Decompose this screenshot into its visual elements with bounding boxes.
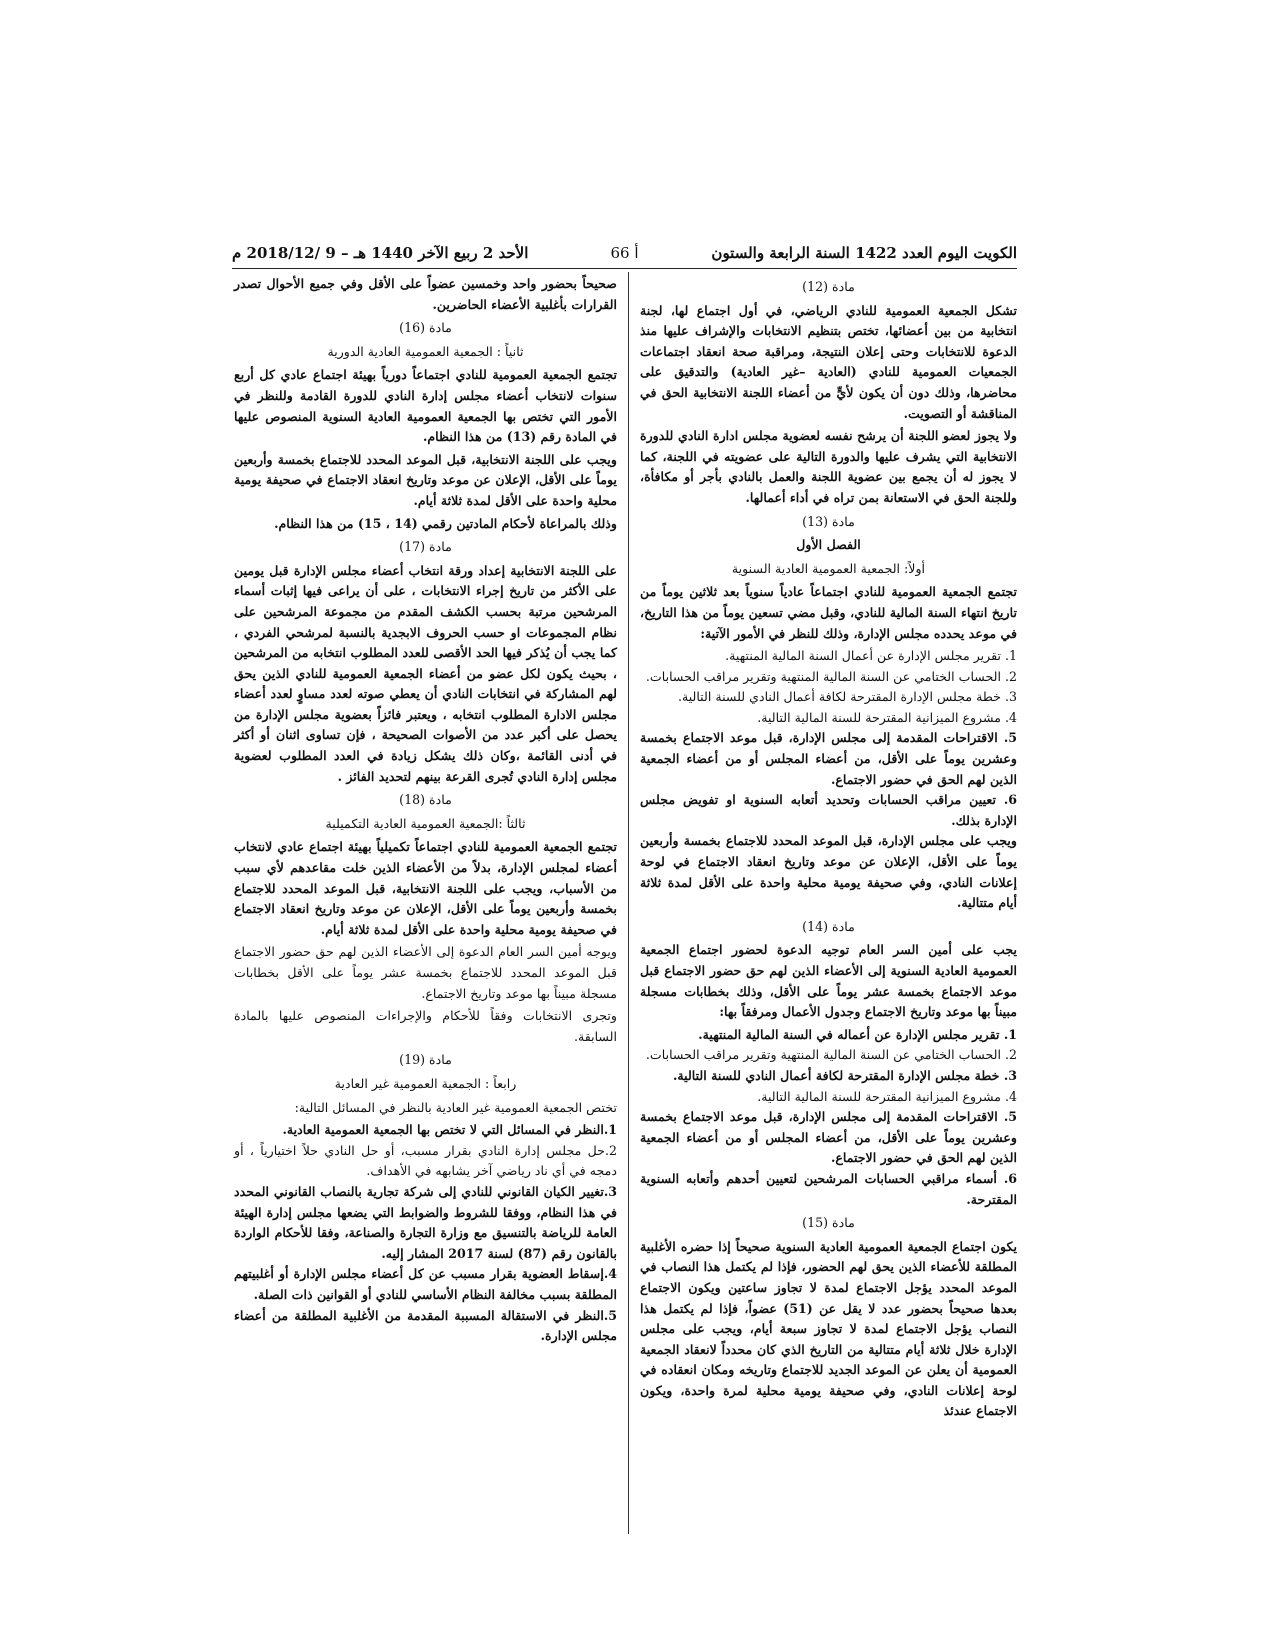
article-12-title: مادة (12): [802, 279, 855, 294]
article-12-paragraph-2: ولا يجوز لعضو اللجنة أن يرشح نفسه لعضوية مجلس ادارة النادي للدورة الانتخابية التي يشرف عليها والدورة التالية على عضويته في اللجنة، كما لا يجوز له أن يجمع بين عضوية اللجنة والعمل بالنادي بأجر أو مكافأة، وللجنة الحق في الاستعانة بمن تراه في أداء أعمالها.: [640, 428, 1017, 505]
article-16-title: مادة (16): [399, 320, 452, 336]
article-17-title: مادة (17): [399, 539, 452, 555]
article-17-paragraph-1: على اللجنة الانتخابية إعداد ورقة انتخاب أعضاء مجلس الإدارة قبل يومين على الأكثر من تاريخ إجراء الانتخابات ، على أن يراعى فيها إثبات أسماء المرشحين مرتبة بحسب الكشف المقدم من مجموعة المرشحين على نظام المجموعات او حسب الحروف الابجدية بالنسبة لمرشحي الفردي ، كما يجب أن يُذكر فيها الحد الأقصى للعدد المطلوب انتخابه من المرشحين ، بحيث يكون لكل عضو من أعضاء الجمعية العمومية للنادي الذين يحق لهم المشاركة في انتخابات النادي أن يعطي صوته لعدد مساوٍ لعدد أعضاء مجلس الادارة المطلوب انتخابه ، ويعتبر فائزاً بعضوية مجلس الإدارة من يحصل على أكبر عدد من الأصوات الصحيحة ، فإن تساوى اثنان أو أكثر في أدنى القائمة ،وكان ذلك يشكل زيادة في العدد المطلوب لعضوية مجلس إدارة النادي تُجرى القرعة بينهم لتحديد الفائز .: [234, 562, 617, 784]
article-19-item: 4.إسقاط العضوية بقرار مسبب عن كل أعضاء مجلس الإدارة أو أغلبيتهم المطلقة بسبب مخالفة النظام الأساسي للنادي أو القوانين ذات الصلة.: [234, 1266, 617, 1302]
article-18-paragraph-2: ويوجه أمين السر العام الدعوة إلى الأعضاء الذين لهم حق حضور الاجتماع قبل الموعد المحدد للاجتماع بخمسة عشر يوماً على الأقل بخطابات مسجلة مبيناً بها موعد وتاريخ الاجتماع.: [234, 944, 617, 1001]
article-19-paragraph-1: تختص الجمعية العمومية غير العادية بالنظر في المسائل التالية:: [294, 1099, 617, 1115]
article-13-item: 5. الاقتراحات المقدمة إلى مجلس الإدارة، قبل موعد الاجتماع بخمسة وعشرين يوماً على الأقل، من أعضاء المجلس أو من أعضاء الجمعية الذين لهم الحق في حضور الاجتماع.: [640, 730, 1017, 787]
article-15-continuation: صحيحاً بحضور واحد وخمسين عضواً على الأقل وفي جميع الأحوال تصدر القرارات بأغلبية الأعضاء الحاضرين.: [234, 276, 617, 312]
article-14-title: مادة (14): [802, 918, 855, 934]
issue-date: الأحد 2 ربيع الآخر 1440 هـ – 9 /2018/12 م: [232, 244, 529, 262]
article-18-title: مادة (18): [399, 792, 452, 808]
article-19-item: 1.النظر في المسائل التي لا تختص بها الجمعية العمومية العادية.: [282, 1122, 617, 1138]
article-14-paragraph-1: يجب على أمين السر العام توجيه الدعوة لحضور اجتماع الجمعية العمومية العادية السنوية إلى الأعضاء الذين لهم حق حضور الاجتماع قبل موعد الاجتماع بخمسة عشر يوماً على الأقل، وذلك بخطابات مسجلة مبيناً بها موعد وتاريخ الاجتماع وجدول الأعمال ومرفقاً بها:: [640, 942, 1017, 1020]
column-divider: [628, 272, 629, 1534]
article-14-item: 1. تقرير مجلس الإدارة عن أعماله في السنة المالية المنتهية.: [698, 1026, 1017, 1042]
article-13-item: 3. خطة مجلس الإدارة المقترحة لكافة أعمال النادي للسنة التالية.: [677, 689, 1017, 705]
article-14-item: 2. الحساب الختامي عن السنة المالية المنتهية وتقرير مراقب الحسابات.: [645, 1047, 1017, 1063]
section-first-heading: أولاً: الجمعية العمومية العادية السنوية: [731, 560, 926, 576]
article-19-item: 3.تغيير الكيان القانوني للنادي إلى شركة تجارية بالنصاب القانوني المحدد في هذا النظام، ووفقا للشروط والضوابط التي يضعها مجلس إدارة الهيئة العامة للرياضة بالتنسيق مع وزارة التجارة والصناعة، وفقا للأحكام الواردة بالقانون رقم (87) لسنة 2017 المشار إليه.: [234, 1183, 617, 1261]
article-15-paragraph-1: يكون اجتماع الجمعية العمومية العادية السنوية صحيحاً إذا حضره الأغلبية المطلقة للأعضاء الذين يحق لهم الحضور، فإذا لم يكتمل هذا النصاب في الموعد المحدد يؤجل الاجتماع لمدة لا تجاوز ساعتين ويكون الاجتماع بعدها صحيحاً بحضور عدد لا يقل عن (51) عضواً، فإذا لم يكتمل هذا النصاب يؤجل الاجتماع لمدة لا تجاوز سبعة أيام، ويجب على مجلس الإدارة خلال ثلاثة أيام متتالية من التاريخ الذي كان محدداً لانعقاد الجمعية العمومية أن يعلن عن الموعد الجديد للاجتماع وتاريخه ومكان انعقاده في لوحة إعلانات النادي، وفي صحيفة يومية محلية لمرة واحدة، ويكون الاجتماع عندئذ: [640, 1238, 1018, 1419]
article-14-item: 6. أسماء مراقبي الحسابات المرشحين لتعيين أحدهم وأتعابه السنوية المقترحة.: [640, 1170, 1017, 1207]
gazette-issue-info: الكويت اليوم العدد 1422 السنة الرابعة والستون: [711, 244, 1017, 262]
page-number: أ 66: [610, 244, 639, 262]
article-13-item: 6. تعيين مراقب الحسابات وتحديد أتعابه السنوية او تفويض مجلس الإدارة بذلك.: [640, 792, 1017, 828]
article-13-item: 1. تقرير مجلس الإدارة عن أعمال السنة المالية المنتهية.: [725, 648, 1017, 664]
article-14-item: 4. مشروع الميزانية المقترحة للسنة المالية التالية.: [757, 1088, 1017, 1104]
article-12-paragraph-1: تشكل الجمعية العمومية للنادي الرياضي، في أول اجتماع لها، لجنة انتخابية من بين أعضائها، تختص بتنظيم الانتخابات والإشراف عليها منذ الدعوة للانتخابات وحتى إعلان النتيجة، ومراقبة صحة انعقاد اجتماعات الجمعيات العمومية للنادي (العادية –غير العادية) والتدقيق على محاضرها، وذلك دون أن يكون لأيٍّ من أعضاء اللجنة الانتخابية الحق في المناقشة أو التصويت.: [640, 302, 1017, 421]
article-14-item: 3. خطة مجلس الإدارة المقترحة لكافة أعمال النادي للسنة التالية.: [673, 1067, 1017, 1083]
section-fourth-heading: رابعاً : الجمعية العمومية غير العادية: [334, 1075, 517, 1091]
article-18-paragraph-1: تجتمع الجمعية العمومية للنادي اجتماعاً تكميلياً بهيئة اجتماع عادي لانتخاب أعضاء لمجلس الإدارة، بدلاً من الأعضاء الذين خلت مقاعدهم لأي سبب من الأسباب، ويجب على اللجنة الانتخابية، قبل الموعد المحدد للاجتماع بخمسة وأربعين يوماً على الأقل، الإعلان عن موعد وتاريخ انعقاد الاجتماع في صحيفة يومية محلية واحدة على الأقل لمدة ثلاثة أيام.: [234, 839, 617, 937]
article-16-paragraph-2: ويجب على اللجنة الانتخابية، قبل الموعد المحدد للاجتماع بخمسة وأربعين يوماً على الأقل، الإعلان عن موعد وتاريخ انعقاد الاجتماع في صحيفة يومية محلية واحدة على الأقل لمدة ثلاثة أيام.: [234, 451, 617, 508]
left-column: [234, 274, 617, 1347]
article-13-item: 2. الحساب الختامي عن السنة المالية المنتهية وتقرير مراقب الحسابات.: [645, 668, 1017, 684]
article-13-paragraph-1: تجتمع الجمعية العمومية للنادي اجتماعاً عادياً سنوياً بعد ثلاثين يوماً من تاريخ انتهاء السنة المالية للنادي، وقبل مضي تسعين يوماً من هذا التاريخ، في موعد يحدده مجلس الإدارة، وذلك للنظر في الأمور الآتية:: [640, 584, 1017, 641]
section-second-heading: ثانياً : الجمعية العمومية العادية الدورية: [327, 343, 524, 359]
article-13-title: مادة (13): [802, 513, 855, 529]
article-14-item: 5. الاقتراحات المقدمة إلى مجلس الإدارة، قبل موعد الاجتماع بخمسة وعشرين يوماً على الأقل، من أعضاء المجلس أو من أعضاء الجمعية الذين لهم الحق في حضور الاجتماع.: [640, 1109, 1017, 1166]
article-19-item: 5.النظر في الاستقالة المسببة المقدمة من الأغلبية المطلقة من أعضاء مجلس الإدارة.: [234, 1307, 617, 1344]
article-13-paragraph-2: ويجب على مجلس الإدارة، قبل الموعد المحدد للاجتماع بخمسة وأربعين يوماً على الأقل، الإعلان عن موعد وتاريخ انعقاد الاجتماع في لوحة إعلانات النادي، وفي صحيفة يومية محلية واحدة على الأقل لمدة ثلاثة أيام متتالية.: [640, 833, 1017, 911]
header-rule: [232, 268, 1017, 269]
right-column: [640, 274, 1017, 1424]
article-18-paragraph-3: وتجرى الانتخابات وفقاً للأحكام والإجراءات المنصوص عليها بالمادة السابقة.: [234, 1008, 617, 1044]
page-header: [232, 244, 1017, 266]
section-third-heading: ثالثاً :الجمعية العمومية العادية التكميلية: [325, 815, 526, 831]
article-16-paragraph-1: تجتمع الجمعية العمومية للنادي اجتماعاً دورياً بهيئة اجتماع عادي كل أربع سنوات لانتخاب أعضاء مجلس إدارة النادي للدورة القادمة وللنظر في الأمور التي تختص بها الجمعية العمومية العادية السنوية المنصوص عليها في المادة رقم (13) من هذا النظام.: [234, 367, 617, 445]
article-19-item: 2.حل مجلس إدارة النادي بقرار مسبب، أو حل النادي حلاً اختيارياً ، أو دمجه في أي ناد رياضي آخر يشابهه في الأهداف.: [234, 1142, 617, 1179]
article-16-paragraph-3: وذلك بالمراعاة لأحكام المادتين رقمي (14 ، 15) من هذا النظام.: [274, 515, 617, 531]
article-19-title: مادة (19): [399, 1052, 452, 1068]
article-13-item: 4. مشروع الميزانية المقترحة للسنة المالية التالية.: [757, 709, 1017, 725]
article-15-title: مادة (15): [802, 1215, 855, 1231]
chapter-1-heading: الفصل الأول: [796, 537, 861, 553]
